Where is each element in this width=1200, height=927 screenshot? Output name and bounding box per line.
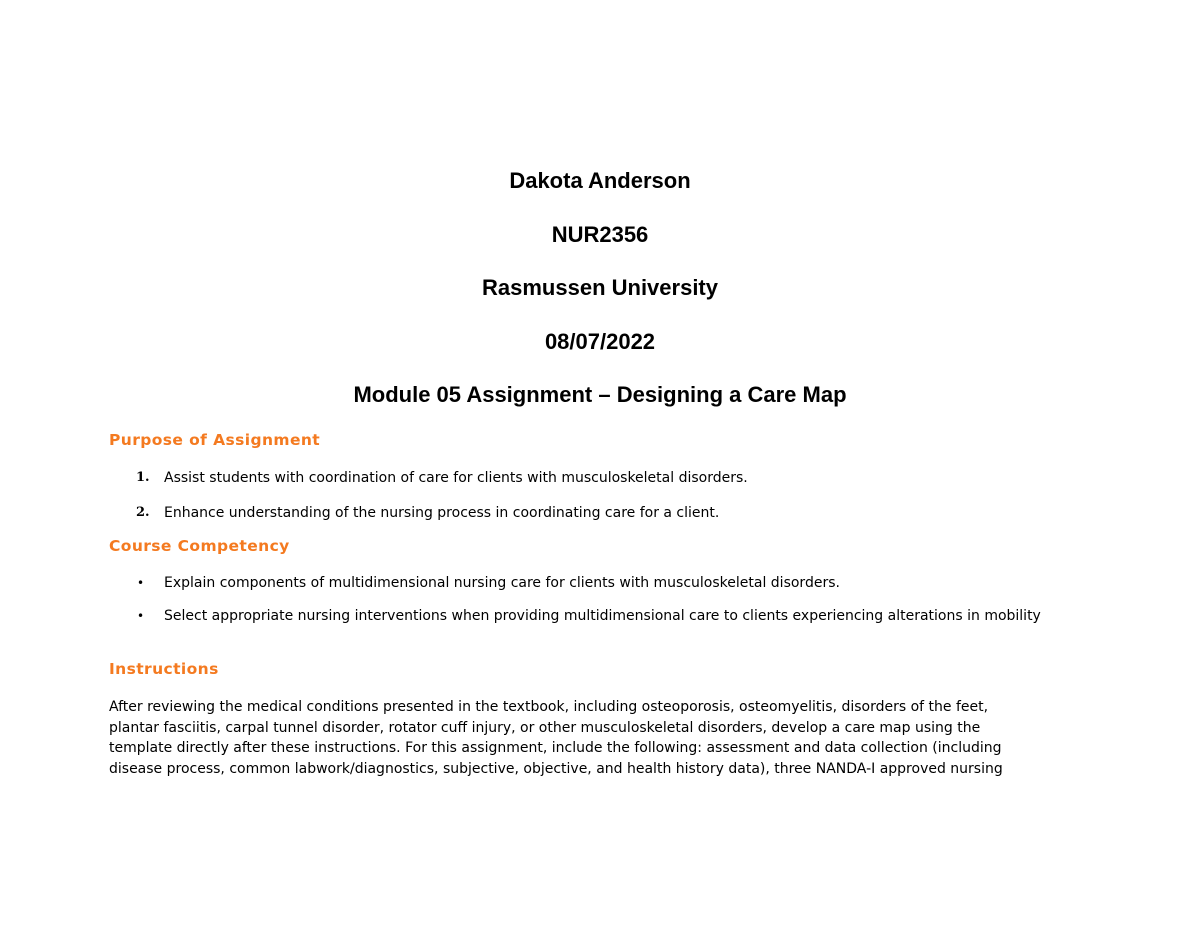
competency-item	[109, 606, 1069, 626]
paragraph-line: template directly after these instructions. For this assignment, include the following: assessment and data collection (including	[109, 740, 1002, 756]
purpose-item-text: Enhance understanding of the nursing process in coordinating care for a client.	[164, 505, 720, 521]
bullet-icon: •	[137, 609, 145, 623]
instructions-heading: Instructions	[109, 660, 219, 678]
competency-item-text: Explain components of multidimensional nursing care for clients with musculoskeletal disorders.	[164, 575, 840, 591]
list-number: 2.	[136, 505, 150, 520]
school-name: Rasmussen University	[482, 275, 718, 300]
paragraph-line: After reviewing the medical conditions presented in the textbook, including osteoporosis, osteomyelitis, disorders of the feet,	[109, 699, 989, 715]
competency-item	[109, 573, 1069, 593]
purpose-heading: Purpose of Assignment	[109, 431, 321, 449]
author-name: Dakota Anderson	[509, 168, 691, 193]
purpose-item	[109, 468, 1069, 488]
course-code: NUR2356	[551, 222, 649, 247]
bullet-icon: •	[137, 576, 145, 590]
submission-date: 08/07/2022	[544, 329, 656, 354]
paragraph-line: plantar fasciitis, carpal tunnel disorder, rotator cuff injury, or other musculoskeletal disorders, develop a care map using the	[109, 719, 981, 736]
assignment-title: Module 05 Assignment – Designing a Care Map	[353, 382, 847, 407]
competency-item-text: Select appropriate nursing interventions when providing multidimensional care to clients experiencing alterations in mobility	[164, 608, 1041, 624]
purpose-item	[109, 503, 1069, 523]
paragraph-line: disease process, common labwork/diagnostics, subjective, objective, and health history data), three NANDA-I approved nursing	[109, 760, 1003, 777]
instructions-paragraph	[109, 697, 1099, 779]
purpose-item-text: Assist students with coordination of care for clients with musculoskeletal disorders.	[164, 470, 748, 486]
list-number: 1.	[136, 470, 150, 485]
competency-heading: Course Competency	[109, 537, 290, 555]
